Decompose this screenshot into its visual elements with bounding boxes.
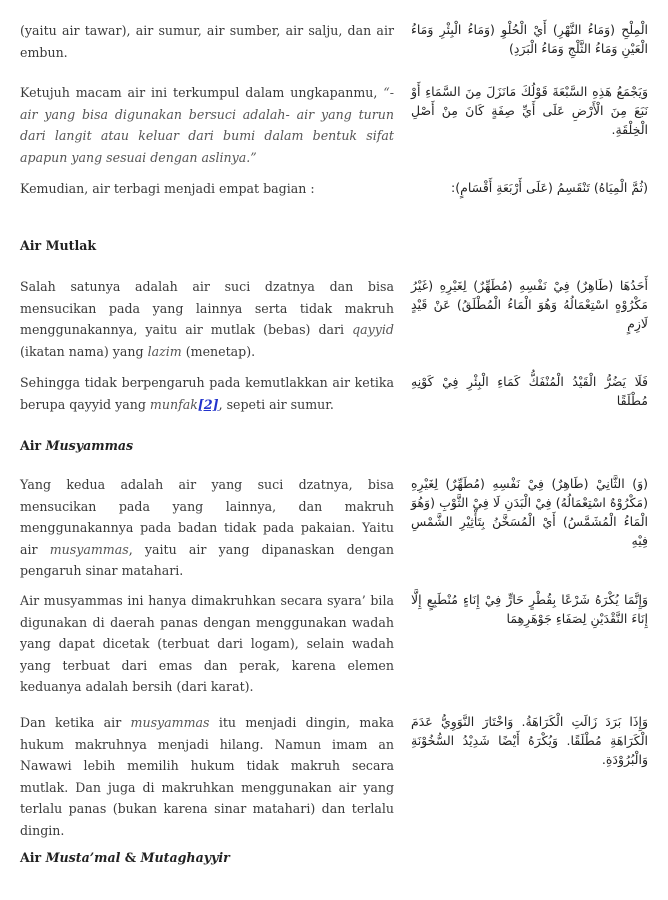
heading-italic: Mutaghayyir	[140, 850, 230, 865]
paragraph-row	[20, 82, 648, 168]
indonesian-text: Air musyammas ini hanya dimakruhkan secara syara’ bila digunakan di daerah panas dengan menggunakan wadah yang dapat dicetak (terbuat dari logam), selain wadah yang terbuat dari emas dan perak, karena elemen keduanya adalah bersih (dari karat).	[20, 593, 394, 694]
arabic-text: (ثُمَّ الْمِيَاهُ) تَنْقَسِمُ (عَلَى أَرْبَعَةِ أَقْسَامٍ):	[451, 180, 648, 195]
paragraph-row	[20, 276, 648, 362]
paragraph-row	[20, 712, 648, 841]
text: itu menjadi dingin, maka hukum makruhnya menjadi hilang. Namun imam an Nawawi lebih memilih hukum tidak makruh secara mutlak. Dan juga di makruhkan menggunakan air yang terlalu panas (bukan karena sinar matahari) dan terlalu dingin.	[20, 715, 394, 838]
paragraph-row	[20, 372, 648, 415]
term: munfak	[149, 396, 198, 412]
arabic-text: وَيَجْمَعُ هَذِهِ السَّبْعَةَ قَوْلُكَ مَانَزَلَ مِنَ السَّمَاءِ أَوْ نَبَعَ مِنَ الْأَرْضِ عَلَى أَيِّ صِفَةٍ كَانَ مِنْ أَصْلِ الْخِلْقَةِ.	[411, 84, 648, 137]
quote-text: “-air yang bisa digunakan bersuci adalah- air yang turun dari langit atau keluar dari bumi dalam bentuk sifat apapun yang sesuai dengan aslinya.”	[20, 85, 394, 165]
text: Salah satunya adalah air suci dzatnya dan bisa mensucikan pada yang lainnya serta tidak makruh menggunakannya, yaitu air mutlak (bebas) dari	[20, 279, 394, 337]
text: Yang kedua adalah air yang suci dzatnya, bisa mensucikan pada yang lainnya, dan makruh menggunakannya pada badan tidak pada pakaian. Yaitu air	[20, 477, 394, 557]
heading-plain: Air	[20, 438, 46, 453]
footnote-link[interactable]: [2]	[197, 396, 219, 412]
indonesian-text	[20, 82, 394, 168]
arabic-text: أَحَدُهَا (طَاهِرٌ) فِيْ نَفْسِهِ (مُطَهِّرٌ) لِغَيْرِهِ (غَيْرُ مَكْرُوْهٍ اسْتِعْمَالُهُ وَهُوَ الْمَاءُ الْمُطْلَقُ) عَنْ قَيْدٍ لَازِمٍ	[411, 278, 648, 331]
term: musyammas	[49, 541, 129, 557]
heading-italic: Musyammas	[45, 438, 134, 453]
arabic-text: الْمِلْحِ (وَمَاءُ النَّهْرِ) أَيْ الْحُلْوِ (وَمَاءُ الْبِئْرِ وَمَاءُ الْعَيْنِ وَمَاءُ الثَّلْجِ وَمَاءُ الْبَرَدِ)	[411, 22, 648, 56]
text: , yaitu air yang dipanaskan dengan pengaruh sinar matahari.	[20, 541, 394, 578]
indonesian-text	[20, 712, 394, 841]
paragraph-row	[20, 20, 648, 63]
text: , sepeti air sumur.	[218, 396, 334, 412]
arabic-text: فَلَا يَضُرُّ الْقَيْدُ الْمُنْفَكُّ كَمَاءِ الْبِئْرِ فِيْ كَوْنِهِ مُطْلَقًا	[411, 374, 648, 408]
indonesian-text	[20, 474, 394, 582]
section-heading-mutlak: Air Mutlak	[20, 238, 97, 253]
term: lazim	[147, 343, 182, 359]
text: (menetap).	[181, 343, 256, 359]
indonesian-text: Kemudian, air terbagi menjadi empat bagian :	[20, 181, 315, 196]
paragraph-text: Ketujuh macam air ini terkumpul dalam ungkapanmu,	[20, 85, 378, 100]
indonesian-text: (yaitu air tawar), air sumur, air sumber, air salju, dan air embun.	[20, 23, 394, 60]
paragraph-row	[20, 474, 648, 582]
section-heading-mustamal	[20, 850, 230, 865]
text: Dan ketika air	[20, 715, 131, 730]
section-heading-musyammas	[20, 438, 133, 453]
term: musyammas	[130, 715, 210, 730]
arabic-text: وَإِذَا بَرَدَ زَالَتِ الْكَرَاهَةُ. وَاخْتَارَ النَّوَوِيُّ عَدَمَ الْكَرَاهَةِ مُطْلَقًا. وَيُكْرَهُ أَيْضًا شَدِيْدُ السُّخُوْنَةِ وَالْبُرُوْدَةِ.	[411, 714, 648, 767]
term: qayyid	[352, 322, 394, 337]
heading-amp: &	[120, 850, 141, 865]
paragraph-row	[20, 590, 648, 698]
text: (ikatan nama) yang	[20, 343, 148, 359]
indonesian-text	[20, 372, 394, 415]
indonesian-text	[20, 276, 394, 362]
heading-italic: Musta’mal	[45, 850, 121, 865]
arabic-text: وَإِنَّمَا يُكْرَهُ شَرْعًا بِقُطْرٍ حَارٍّ فِيْ إِنَاءٍ مُنْطَبِعٍ إِلَّا إِنَاءَ النَّقْدَيْنِ لِصَفَاءِ جَوْهَرِهِمَا	[411, 592, 648, 626]
text: Sehingga tidak berpengaruh pada kemutlakkan air ketika berupa qayyid yang	[20, 375, 394, 412]
heading-plain: Air	[20, 850, 46, 865]
paragraph-row	[20, 178, 648, 200]
arabic-text: (وَ) الثَّانِيْ (طَاهِرٌ) فِيْ نَفْسِهِ (مُطَهِّرٌ) لِغَيْرِهِ (مَكْرُوْهٌ اسْتِعْمَالُهُ) فِيْ الْبَدَنِ لَا فِيْ الثَّوْبِ (وَهُوَ الْمَاءُ الْمُشَمَّسُ) أَيْ الْمُسَخَّنُ بِتَأْثِيْرِ الشَّمْسِ فِيْهِ	[411, 476, 648, 548]
